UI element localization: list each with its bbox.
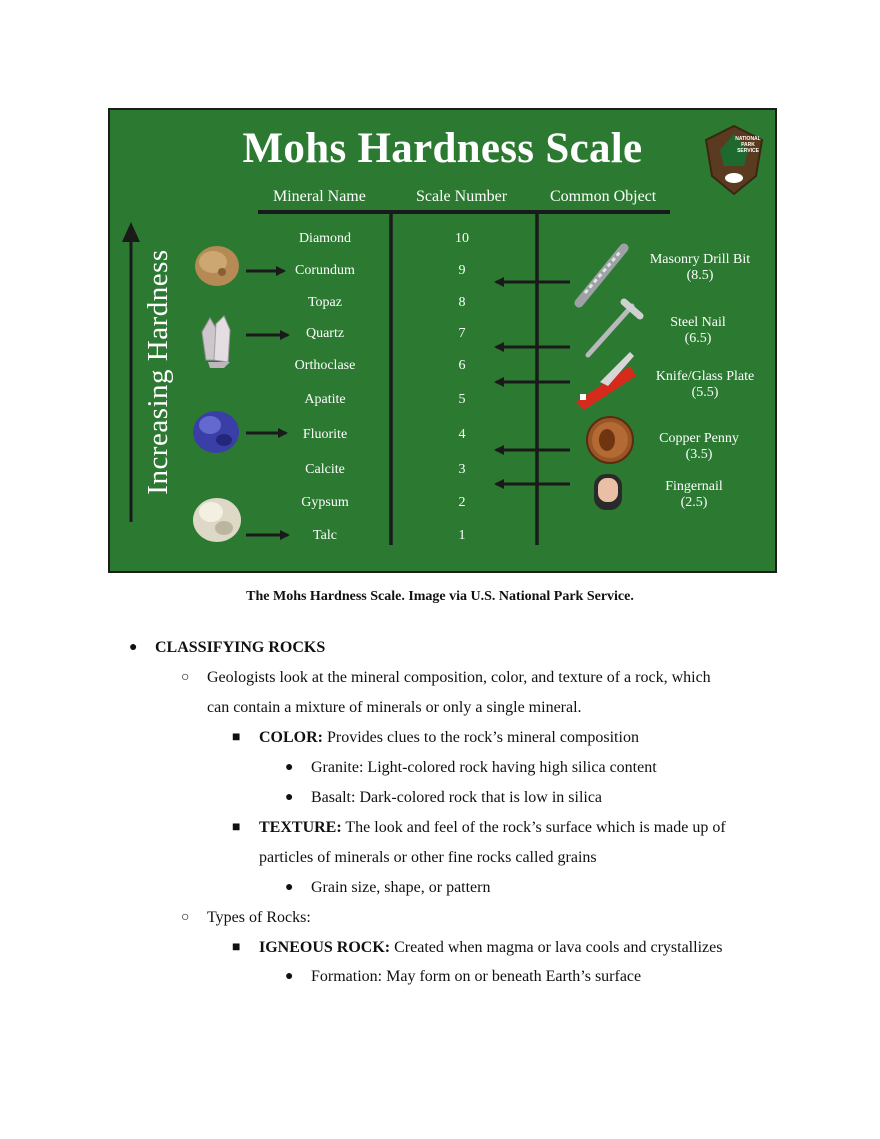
common-object-label	[629, 479, 759, 511]
common-object-label	[635, 252, 765, 284]
bullet-square: ■	[232, 820, 241, 835]
object-value: (2.5)	[680, 495, 708, 510]
mineral-name: Apatite	[304, 392, 346, 407]
types-of-rocks: Types of Rocks:	[207, 909, 311, 926]
formation-item: Formation: May form on or beneath Earth’s surface	[311, 968, 642, 985]
object-value: (6.5)	[684, 331, 712, 346]
basalt-item: Basalt: Dark-colored rock that is low in silica	[311, 789, 603, 806]
bullet-disc: ●	[285, 969, 294, 984]
mineral-name: Gypsum	[301, 495, 349, 510]
bullet-square: ■	[232, 730, 241, 745]
corundum-rock-image	[195, 246, 239, 286]
mineral-name: Diamond	[298, 231, 352, 246]
color-item	[259, 728, 639, 748]
figure-caption: The Mohs Hardness Scale. Image via U.S. National Park Service.	[246, 589, 634, 604]
bullet-circle: ○	[181, 910, 190, 925]
texture-term: TEXTURE:	[259, 819, 342, 836]
quartz-crystal-image	[202, 316, 230, 368]
scale-number: 4	[458, 427, 466, 442]
mohs-hardness-figure	[108, 108, 777, 573]
mineral-name: Talc	[313, 528, 337, 543]
texture-text: The look and feel of the rock’s surface which is made up of	[341, 819, 726, 836]
mineral-name: Topaz	[307, 295, 342, 310]
common-object-label	[640, 369, 770, 401]
increasing-hardness-label: Increasing Hardness	[142, 249, 174, 495]
masonry-drill-bit-image	[579, 248, 624, 303]
figure-title: Mohs Hardness Scale	[242, 125, 643, 172]
section-heading: CLASSIFYING ROCKS	[155, 639, 326, 656]
granite-item: Granite: Light-colored rock having high silica content	[311, 759, 657, 776]
scale-number: 6	[458, 358, 466, 373]
mineral-name: Quartz	[305, 326, 345, 341]
mineral-name: Fluorite	[302, 427, 348, 442]
bullet-disc: ●	[285, 880, 294, 895]
bullet-disc: ●	[129, 640, 138, 655]
scale-number: 7	[458, 326, 466, 341]
common-object-label	[634, 431, 764, 463]
bullet-circle: ○	[181, 670, 190, 685]
scale-number: 8	[458, 295, 466, 310]
talc-rock-image	[193, 498, 241, 542]
scale-number: 3	[458, 462, 466, 477]
fluorite-crystal-image	[193, 411, 239, 453]
scale-number: 9	[458, 263, 466, 278]
column-header-scale: Scale Number	[416, 188, 508, 205]
texture-item-line2: particles of minerals or other fine rocks called grains	[259, 849, 597, 866]
scale-number: 5	[458, 392, 466, 407]
nps-logo-text: NATIONAL PARK SERVICE	[735, 136, 761, 154]
paragraph-line: Geologists look at the mineral composition, color, and texture of a rock, which	[207, 669, 711, 686]
bullet-disc: ●	[285, 760, 294, 775]
bullet-square: ■	[232, 940, 241, 955]
grain-item: Grain size, shape, or pattern	[311, 879, 491, 896]
copper-penny-image	[587, 417, 633, 463]
scale-number: 10	[455, 231, 469, 246]
scale-number: 1	[458, 528, 466, 543]
texture-item	[259, 818, 726, 838]
column-header-mineral: Mineral Name	[273, 188, 366, 205]
common-object-label	[633, 315, 763, 347]
color-text: Provides clues to the rock’s mineral composition	[323, 729, 639, 746]
igneous-term: IGNEOUS ROCK:	[259, 939, 391, 956]
object-name: Steel Nail	[670, 315, 726, 330]
igneous-item	[259, 938, 722, 958]
column-header-object: Common Object	[550, 188, 657, 205]
knife-image	[576, 352, 636, 410]
object-name: Masonry Drill Bit	[649, 252, 751, 267]
paragraph-line: can contain a mixture of minerals or only a single mineral.	[207, 699, 582, 716]
object-value: (8.5)	[686, 268, 714, 283]
mineral-name: Orthoclase	[294, 358, 356, 373]
bullet-disc: ●	[285, 790, 294, 805]
object-name: Copper Penny	[659, 431, 739, 446]
mineral-name: Calcite	[305, 462, 345, 477]
object-name: Fingernail	[665, 479, 723, 494]
object-name: Knife/Glass Plate	[655, 369, 755, 384]
igneous-text: Created when magma or lava cools and crystallizes	[390, 939, 723, 956]
fingernail-image	[594, 474, 622, 510]
object-value: (3.5)	[685, 447, 713, 462]
mineral-name: Corundum	[295, 263, 355, 278]
object-value: (5.5)	[691, 385, 719, 400]
color-term: COLOR:	[259, 729, 323, 746]
scale-number: 2	[458, 495, 466, 510]
